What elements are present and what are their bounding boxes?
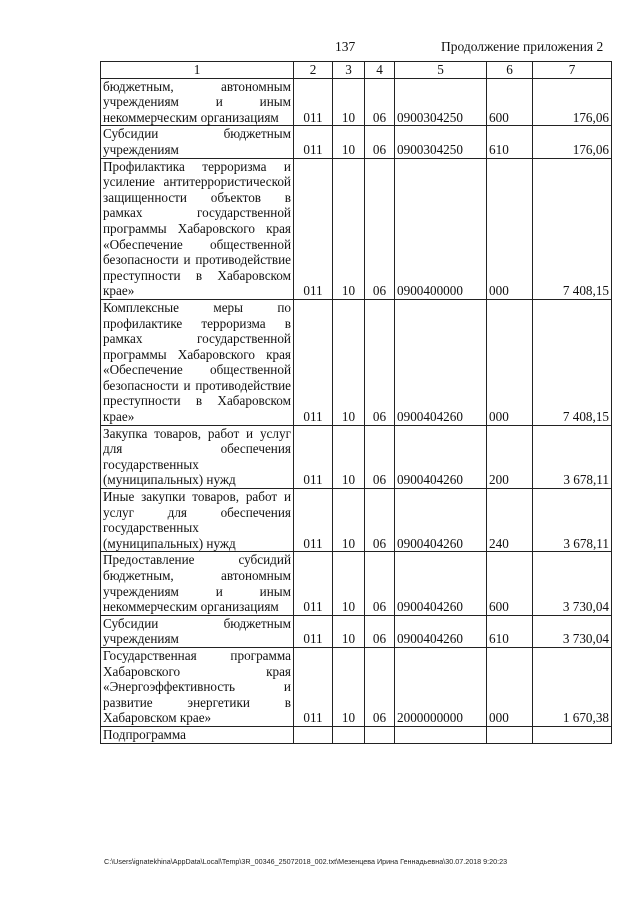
budget-table: [100, 61, 612, 744]
cell-ministry: 011: [294, 126, 333, 158]
page-number: 137: [335, 39, 356, 54]
table-row: [101, 425, 612, 488]
cell-target-article: 2000000000: [395, 647, 487, 726]
cell-amount: 3 730,04: [533, 552, 612, 615]
cell-subsection: [365, 726, 395, 743]
table-row: [101, 158, 612, 299]
cell-expense-type: 610: [487, 126, 533, 158]
table-row: [101, 78, 612, 126]
cell-section: 10: [333, 425, 365, 488]
cell-target-article: 0900404260: [395, 552, 487, 615]
cell-target-article: [395, 726, 487, 743]
cell-section: 10: [333, 158, 365, 299]
column-header: 3: [333, 62, 365, 79]
row-name: Подпрограмма: [101, 726, 294, 743]
cell-expense-type: 200: [487, 425, 533, 488]
cell-ministry: [294, 726, 333, 743]
row-name: Субсидии бюджетным учреждениям: [101, 615, 294, 647]
cell-expense-type: 600: [487, 78, 533, 126]
cell-ministry: 011: [294, 78, 333, 126]
row-name: Предоставление субсидий бюджетным, автономным учреждениям и иным некоммерческим организациям: [101, 552, 294, 615]
column-header: 2: [294, 62, 333, 79]
row-name: Субсидии бюджетным учреждениям: [101, 126, 294, 158]
cell-amount: 3 730,04: [533, 615, 612, 647]
column-header: 4: [365, 62, 395, 79]
cell-section: 10: [333, 647, 365, 726]
cell-amount: 3 678,11: [533, 489, 612, 552]
cell-expense-type: [487, 726, 533, 743]
row-name: Иные закупки товаров, работ и услуг для обеспечения государственных (муниципальных) нужд: [101, 489, 294, 552]
row-name: Комплексные меры по профилактике терроризма в рамках государственной программы Хабаровского края «Обеспечение общественной безопасности и противодействие преступности в Хабаровском крае»: [101, 299, 294, 425]
cell-ministry: 011: [294, 552, 333, 615]
table-row: [101, 647, 612, 726]
cell-amount: 176,06: [533, 126, 612, 158]
cell-subsection: 06: [365, 425, 395, 488]
cell-amount: 176,06: [533, 78, 612, 126]
cell-expense-type: 610: [487, 615, 533, 647]
row-name: Закупка товаров, работ и услуг для обеспечения государственных (муниципальных) нужд: [101, 425, 294, 488]
cell-section: 10: [333, 126, 365, 158]
cell-amount: 7 408,15: [533, 158, 612, 299]
header-row: [101, 62, 612, 79]
column-header: 7: [533, 62, 612, 79]
cell-subsection: 06: [365, 299, 395, 425]
cell-subsection: 06: [365, 158, 395, 299]
cell-ministry: 011: [294, 158, 333, 299]
cell-section: 10: [333, 78, 365, 126]
cell-target-article: 0900400000: [395, 158, 487, 299]
table-row: [101, 489, 612, 552]
cell-section: 10: [333, 552, 365, 615]
cell-subsection: 06: [365, 552, 395, 615]
cell-amount: 3 678,11: [533, 425, 612, 488]
row-name: бюджетным, автономным учреждениям и иным некоммерческим организациям: [101, 78, 294, 126]
cell-section: 10: [333, 299, 365, 425]
cell-subsection: 06: [365, 615, 395, 647]
cell-subsection: 06: [365, 647, 395, 726]
table-row: [101, 615, 612, 647]
cell-section: 10: [333, 489, 365, 552]
column-header: 5: [395, 62, 487, 79]
cell-target-article: 0900404260: [395, 615, 487, 647]
cell-target-article: 0900404260: [395, 299, 487, 425]
continuation-label: Продолжение приложения 2: [441, 39, 604, 54]
cell-amount: 7 408,15: [533, 299, 612, 425]
cell-ministry: 011: [294, 299, 333, 425]
cell-expense-type: 000: [487, 299, 533, 425]
cell-target-article: 0900404260: [395, 489, 487, 552]
cell-expense-type: 000: [487, 158, 533, 299]
cell-target-article: 0900304250: [395, 78, 487, 126]
cell-expense-type: 600: [487, 552, 533, 615]
cell-ministry: 011: [294, 647, 333, 726]
cell-section: 10: [333, 615, 365, 647]
cell-section: [333, 726, 365, 743]
cell-subsection: 06: [365, 78, 395, 126]
table-row: [101, 126, 612, 158]
column-header: 1: [101, 62, 294, 79]
row-name: Государственная программа Хабаровского края «Энергоэффективность и развитие энергетики в Хабаровском крае»: [101, 647, 294, 726]
row-name: Профилактика терроризма и усиление антитеррористической защищенности объектов в рамках государственной программы Хабаровского края «Обеспечение общественной безопасности и противодействие преступности в Хабаровском крае»: [101, 158, 294, 299]
cell-amount: 1 670,38: [533, 647, 612, 726]
cell-expense-type: 240: [487, 489, 533, 552]
cell-amount: [533, 726, 612, 743]
cell-subsection: 06: [365, 126, 395, 158]
cell-target-article: 0900404260: [395, 425, 487, 488]
table-row: [101, 299, 612, 425]
cell-ministry: 011: [294, 425, 333, 488]
footer-file-path: C:\Users\ignatekhina\AppData\Local\Temp\3R_00346_25072018_002.txt\Мезенцева Ирина Геннадьевна\30.07.2018 9:20:23: [104, 857, 508, 866]
column-header: 6: [487, 62, 533, 79]
cell-ministry: 011: [294, 615, 333, 647]
table-row: [101, 552, 612, 615]
cell-target-article: 0900304250: [395, 126, 487, 158]
cell-expense-type: 000: [487, 647, 533, 726]
table-row: [101, 726, 612, 743]
cell-ministry: 011: [294, 489, 333, 552]
cell-subsection: 06: [365, 489, 395, 552]
